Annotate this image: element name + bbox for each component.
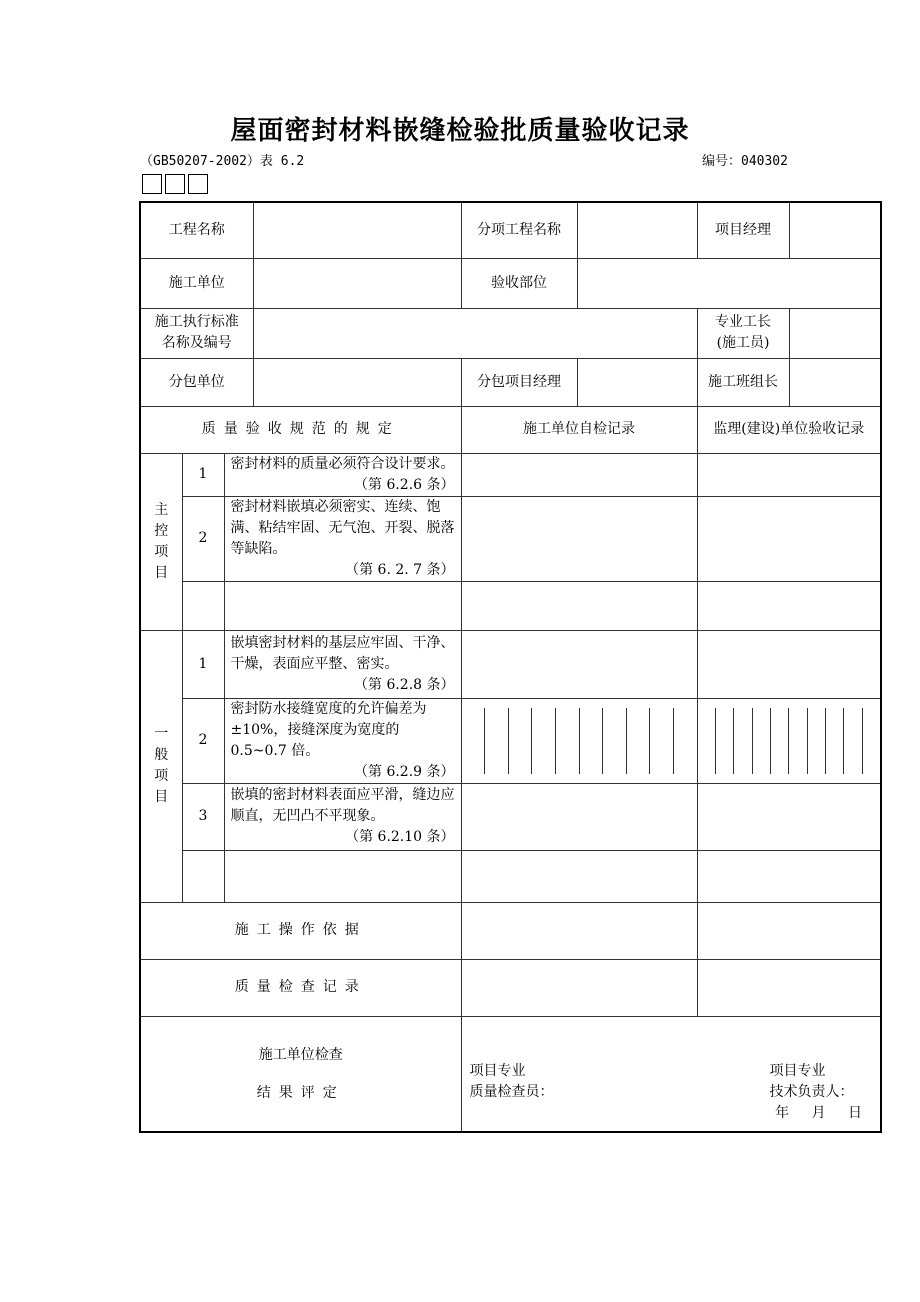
input-subcontractor[interactable]: [253, 358, 461, 406]
general-item-no: 2: [182, 698, 224, 783]
supervision-cell[interactable]: [697, 959, 881, 1016]
self-check-cell[interactable]: [461, 902, 697, 959]
date-label: 年 月 日: [775, 1104, 863, 1121]
label-subcontractor: 分包单位: [140, 358, 253, 406]
checkbox-2[interactable]: [165, 174, 185, 194]
input-standard[interactable]: [253, 308, 697, 358]
supervision-cell[interactable]: [697, 850, 881, 902]
supervision-cell[interactable]: [697, 453, 881, 496]
general-item-no: 3: [182, 783, 224, 850]
main-item-text-empty: [224, 581, 461, 630]
main-items-label: 主 控 项 目: [140, 453, 182, 630]
label-evaluation: 施工单位检查 结果评定: [140, 1016, 461, 1132]
main-item-no-empty: [182, 581, 224, 630]
supervision-cell[interactable]: [697, 902, 881, 959]
input-foreman[interactable]: [789, 308, 881, 358]
general-item-text: 密封防水接缝宽度的允许偏差为±10%，接缝深度为宽度的0.5~0.7 倍。 （第 6.2.9 条）: [224, 698, 461, 783]
self-check-cell[interactable]: [461, 850, 697, 902]
general-item-text: 嵌填密封材料的基层应牢固、干净、干燥，表面应平整、密实。 （第 6.2.8 条）: [224, 630, 461, 698]
main-item-text: 密封材料的质量必须符合设计要求。 （第 6.2.6 条）: [224, 453, 461, 496]
self-check-cell[interactable]: [461, 783, 697, 850]
main-item-no: 2: [182, 496, 224, 581]
evaluation-signature-area[interactable]: [461, 1016, 881, 1132]
label-operation-basis: 施工操作依据: [140, 902, 461, 959]
label-quality-record: 质量检查记录: [140, 959, 461, 1016]
form-title: 屋面密封材料嵌缝检验批质量验收记录: [230, 116, 690, 146]
input-acceptance-part[interactable]: [577, 258, 881, 308]
header-supervision: 监理(建设)单位验收记录: [697, 406, 881, 453]
main-item-no: 1: [182, 453, 224, 496]
supervision-measure-grid[interactable]: [697, 698, 881, 783]
label-team-leader: 施工班组长: [697, 358, 789, 406]
supervision-cell[interactable]: [697, 783, 881, 850]
supervision-cell[interactable]: [697, 581, 881, 630]
input-project-manager[interactable]: [789, 202, 881, 258]
self-check-measure-grid[interactable]: [461, 698, 697, 783]
tech-lead-label: 项目专业 技术负责人：: [769, 1062, 854, 1100]
label-sub-pm: 分包项目经理: [461, 358, 577, 406]
label-construction-unit: 施工单位: [140, 258, 253, 308]
input-sub-pm[interactable]: [577, 358, 697, 406]
general-item-text: 嵌填的密封材料表面应平滑，缝边应顺直，无凹凸不平现象。 （第 6.2.10 条）: [224, 783, 461, 850]
form-code: 编号：040302: [702, 154, 788, 169]
header-self-check: 施工单位自检记录: [461, 406, 697, 453]
label-sub-project: 分项工程名称: [461, 202, 577, 258]
input-sub-project[interactable]: [577, 202, 697, 258]
general-item-no: 1: [182, 630, 224, 698]
checkbox-group: [142, 174, 208, 194]
input-team-leader[interactable]: [789, 358, 881, 406]
input-construction-unit[interactable]: [253, 258, 461, 308]
general-items-label: 一 般 项 目: [140, 630, 182, 902]
self-check-cell[interactable]: [461, 496, 697, 581]
supervision-cell[interactable]: [697, 630, 881, 698]
self-check-cell[interactable]: [461, 959, 697, 1016]
label-acceptance-part: 验收部位: [461, 258, 577, 308]
general-item-text-empty: [224, 850, 461, 902]
self-check-cell[interactable]: [461, 453, 697, 496]
main-item-text: 密封材料嵌填必须密实、连续、饱满、粘结牢固、无气泡、开裂、脱落等缺陷。 （第 6. 2. 7 条）: [224, 496, 461, 581]
input-project-name[interactable]: [253, 202, 461, 258]
checkbox-3[interactable]: [188, 174, 208, 194]
label-project-manager: 项目经理: [697, 202, 789, 258]
general-item-no-empty: [182, 850, 224, 902]
standard-reference: （GB50207-2002）表 6.2: [140, 154, 305, 169]
self-check-cell[interactable]: [461, 581, 697, 630]
label-standard: 施工执行标准 名称及编号: [140, 308, 253, 358]
checkbox-1[interactable]: [142, 174, 162, 194]
self-check-cell[interactable]: [461, 630, 697, 698]
header-spec: 质量验收规范的规定: [140, 406, 461, 453]
supervision-cell[interactable]: [697, 496, 881, 581]
label-project-name: 工程名称: [140, 202, 253, 258]
acceptance-form-table: [139, 201, 882, 1133]
inspector-label: 项目专业 质量检查员：: [469, 1062, 554, 1100]
label-foreman: 专业工长 (施工员): [697, 308, 789, 358]
